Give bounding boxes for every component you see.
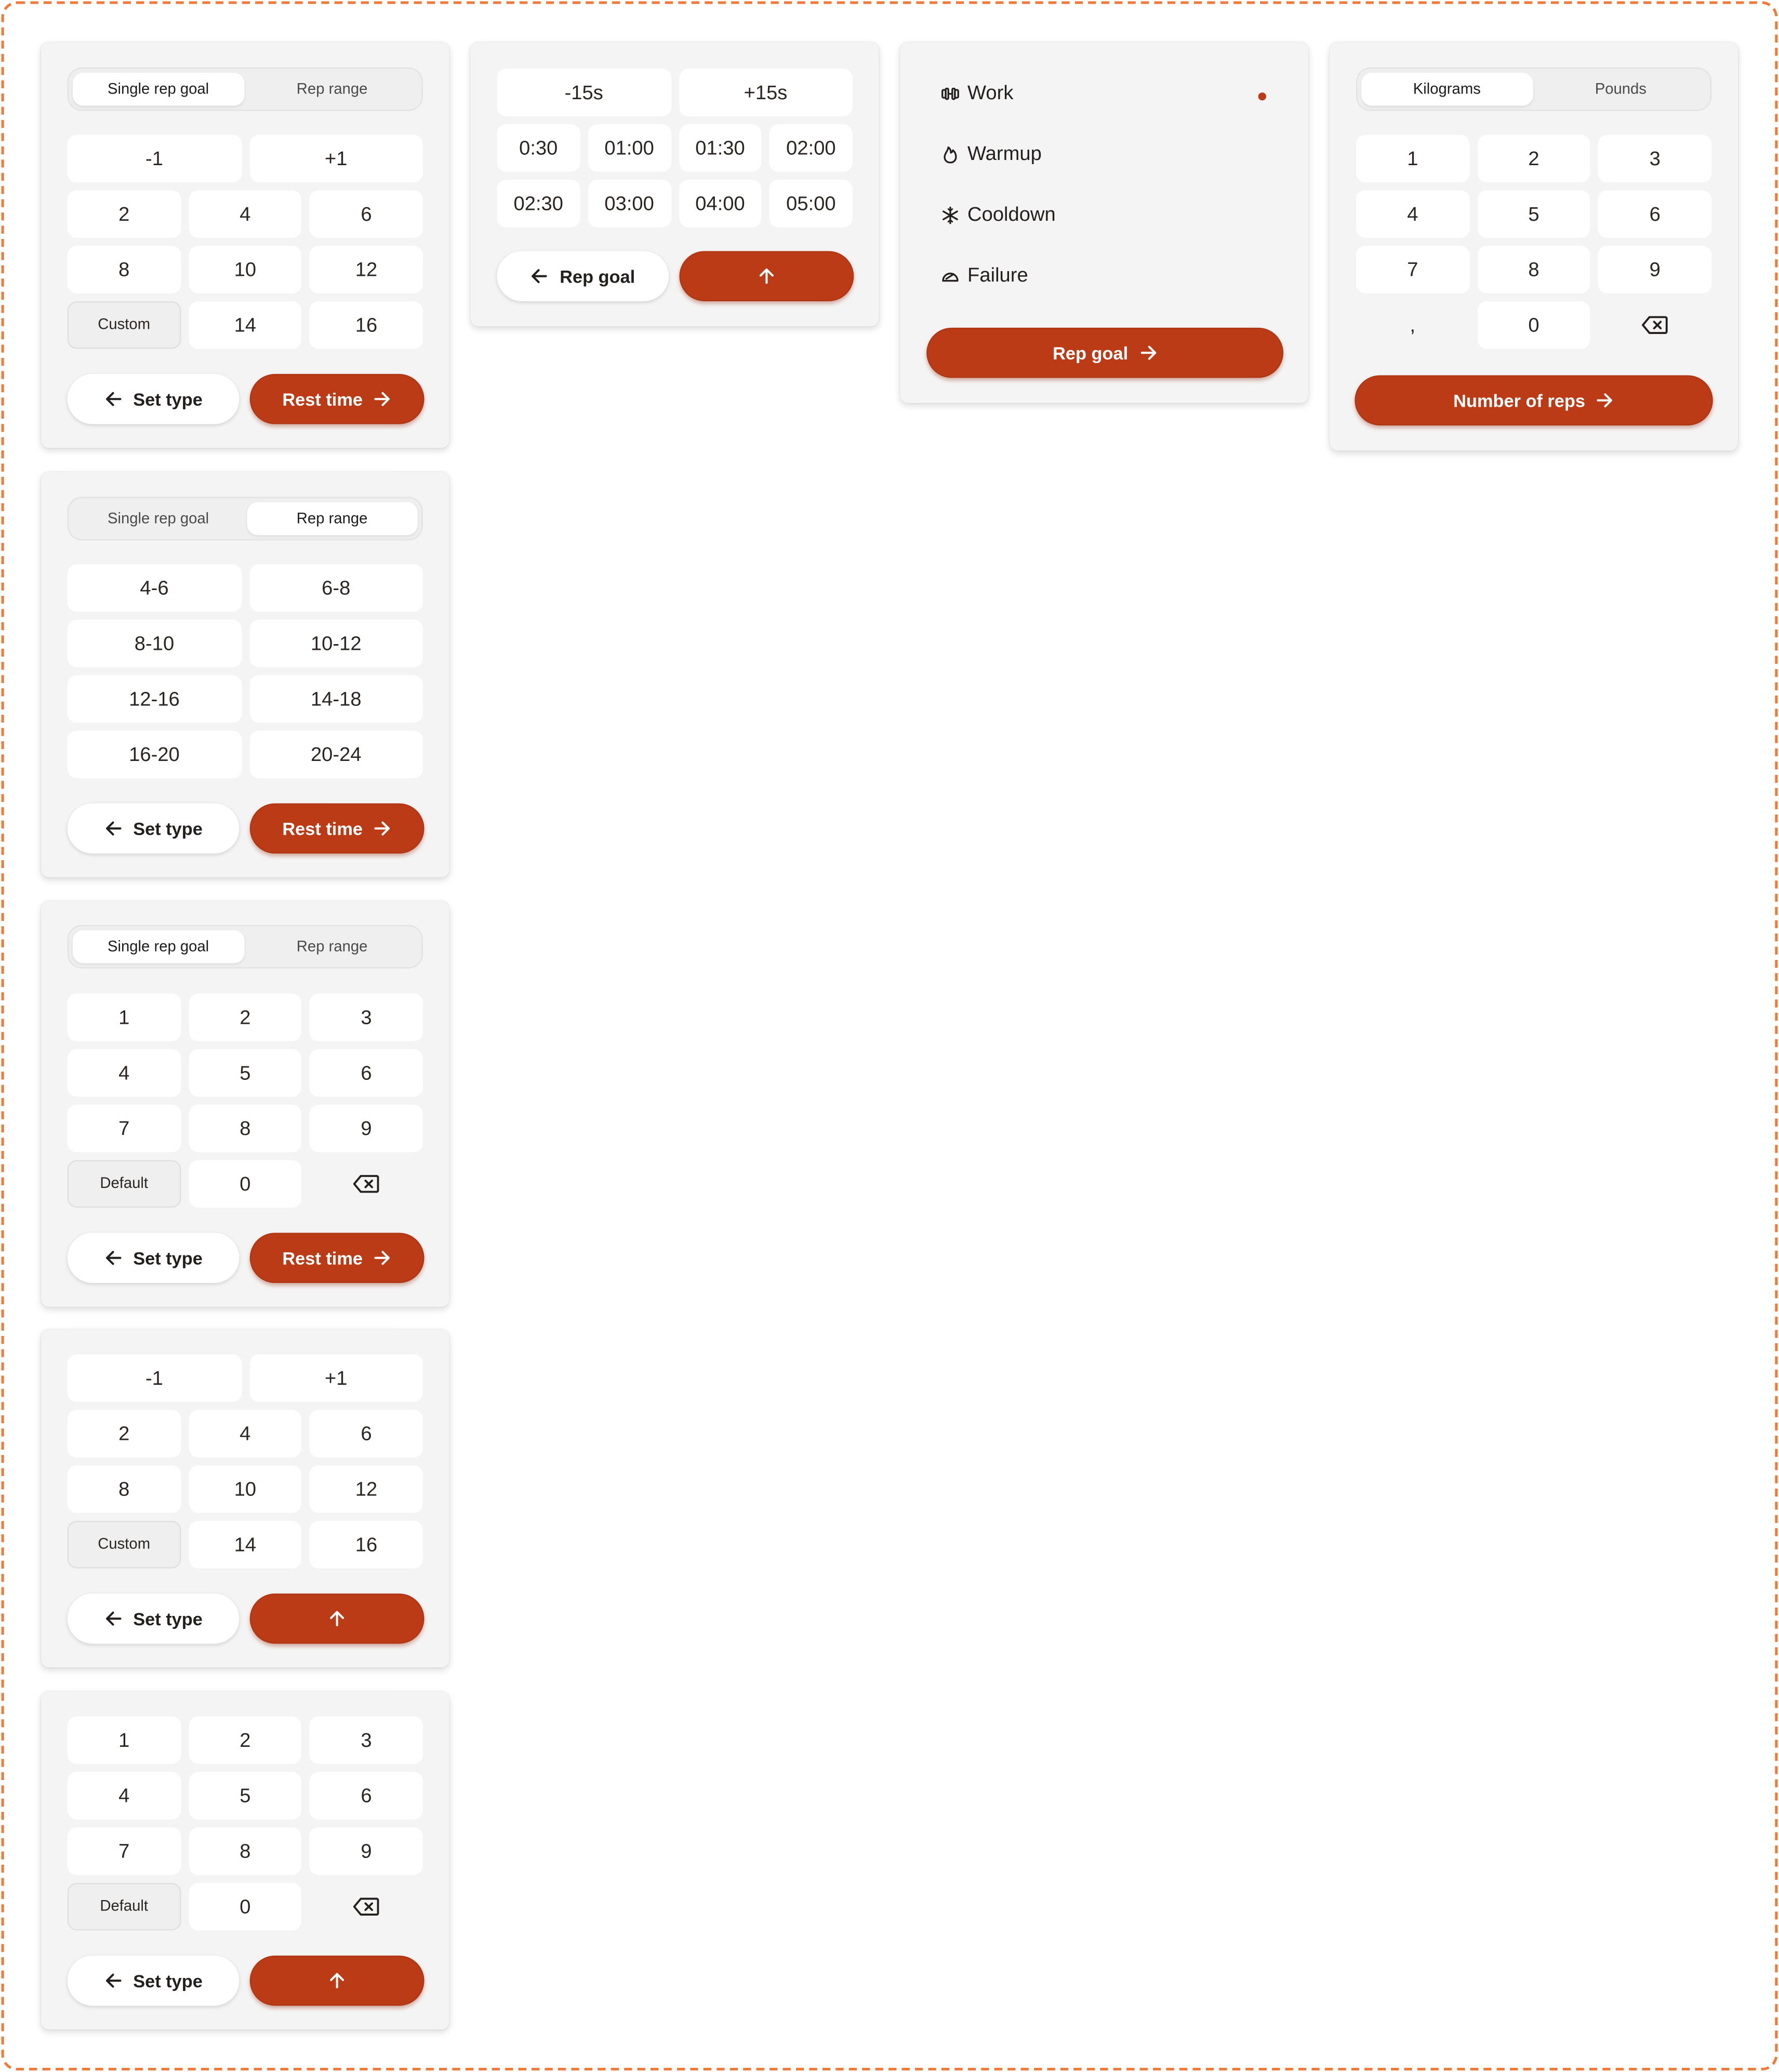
weight-entry-card — [1330, 42, 1738, 450]
rep-range-button[interactable]: 8-10 — [68, 620, 242, 667]
back-to-set-type-button[interactable] — [68, 1233, 240, 1283]
rest-preset-button[interactable]: 03:00 — [588, 180, 671, 228]
set-type-option-cooldown[interactable] — [941, 204, 1056, 226]
back-to-set-type-button[interactable] — [68, 1956, 240, 2006]
arrow-left-icon — [104, 390, 123, 408]
rep-preset-button[interactable]: 6 — [310, 190, 423, 238]
numpad-key[interactable]: 3 — [310, 994, 423, 1041]
rest-preset-button[interactable]: 0:30 — [497, 124, 580, 172]
numpad-key[interactable]: 4 — [68, 1772, 181, 1820]
arrow-up-icon — [328, 1609, 347, 1628]
rep-range-button[interactable]: 12-16 — [68, 675, 242, 723]
rep-preset-button[interactable]: 12 — [310, 1465, 423, 1513]
tab-rep-range[interactable]: Rep range — [246, 502, 417, 536]
rep-range-button[interactable]: 20-24 — [249, 731, 423, 779]
numpad-key[interactable]: 1 — [68, 994, 181, 1041]
tab-single-rep-goal[interactable]: Single rep goal — [108, 511, 209, 527]
increment-reps-button[interactable]: +1 — [249, 135, 423, 182]
arrow-up-icon — [328, 1971, 347, 1990]
arrow-left-icon — [530, 267, 549, 286]
dumbbell-icon — [941, 84, 960, 103]
numpad-key[interactable]: 0 — [189, 1883, 302, 1931]
numpad-key[interactable]: 9 — [1598, 246, 1711, 293]
numpad-key[interactable]: 6 — [310, 1049, 423, 1097]
arrow-left-icon — [104, 819, 123, 838]
numpad-key[interactable]: 9 — [310, 1105, 423, 1153]
arrow-left-icon — [104, 1971, 123, 1990]
back-button-label: Rep goal — [560, 266, 635, 286]
rep-numpad-submit-card — [41, 1691, 449, 2029]
selected-indicator — [1258, 92, 1266, 100]
custom-reps-button[interactable]: Custom — [68, 1521, 181, 1569]
custom-reps-button[interactable]: Custom — [68, 301, 181, 349]
back-button-label: Set type — [133, 1609, 203, 1629]
back-button-label: Set type — [133, 389, 203, 409]
rep-preset-button[interactable]: 16 — [310, 1521, 423, 1569]
numpad-key[interactable]: 5 — [1477, 190, 1590, 238]
arrow-right-icon — [373, 390, 392, 408]
decrease-rest-button[interactable]: -15s — [497, 69, 671, 116]
set-type-label: Failure — [967, 264, 1028, 287]
set-type-option-failure[interactable] — [941, 264, 1028, 287]
rep-preset-button[interactable]: 8 — [68, 1465, 181, 1513]
set-type-label: Cooldown — [967, 203, 1056, 226]
back-to-rep-goal-button[interactable] — [497, 251, 669, 301]
unit-segmented-control — [1356, 68, 1711, 111]
rest-time-next-button[interactable] — [250, 1233, 424, 1283]
backspace-icon — [353, 1174, 380, 1193]
rep-goal-single-card — [41, 42, 449, 448]
numpad-key[interactable]: 8 — [189, 1105, 302, 1153]
rest-preset-button[interactable]: 01:00 — [588, 124, 671, 172]
rep-preset-button[interactable]: 14 — [189, 301, 302, 349]
rep-mode-segmented-control — [68, 68, 423, 111]
next-button-label: Rest time — [282, 1248, 363, 1268]
numpad-key[interactable]: 4 — [1356, 190, 1469, 238]
rest-time-next-button[interactable] — [250, 374, 424, 424]
tab-kilograms[interactable]: Kilograms — [1361, 73, 1532, 106]
decimal-separator-button[interactable]: , — [1410, 314, 1416, 337]
numpad-key[interactable]: 2 — [189, 994, 302, 1041]
gauge-icon — [941, 266, 960, 285]
rest-preset-button[interactable]: 02:00 — [769, 124, 853, 172]
rep-range-button[interactable]: 6-8 — [249, 564, 423, 612]
numpad-key[interactable]: 4 — [68, 1049, 181, 1097]
numpad-key[interactable]: 8 — [189, 1827, 302, 1875]
set-type-option-warmup[interactable] — [941, 143, 1042, 165]
numpad-key[interactable]: 2 — [189, 1716, 302, 1764]
rep-mode-segmented-control — [68, 925, 423, 969]
rep-presets-submit-card — [41, 1329, 449, 1667]
numpad-key[interactable]: 1 — [1356, 135, 1469, 182]
backspace-icon — [1642, 316, 1668, 335]
rep-preset-button[interactable]: 10 — [189, 1465, 302, 1513]
arrow-left-icon — [104, 1609, 123, 1628]
back-to-set-type-button[interactable] — [68, 804, 240, 854]
tab-rep-range[interactable]: Rep range — [296, 81, 368, 97]
arrow-left-icon — [104, 1249, 123, 1267]
submit-button[interactable] — [250, 1594, 424, 1644]
default-button[interactable]: Default — [68, 1883, 181, 1931]
set-type-card — [900, 42, 1308, 403]
rep-goal-numpad-card — [41, 901, 449, 1307]
back-button-label: Set type — [133, 1248, 203, 1268]
back-to-set-type-button[interactable] — [68, 1594, 240, 1644]
rest-preset-button[interactable]: 01:30 — [679, 124, 762, 172]
rep-preset-button[interactable]: 4 — [189, 1410, 302, 1458]
arrow-right-icon — [1596, 391, 1614, 410]
backspace-button[interactable] — [310, 1160, 423, 1208]
back-button-label: Set type — [133, 1971, 203, 1991]
set-type-option-work[interactable] — [941, 82, 1013, 104]
rep-range-button[interactable]: 10-12 — [249, 620, 423, 667]
rest-preset-button[interactable]: 04:00 — [679, 180, 762, 228]
rep-preset-button[interactable]: 16 — [310, 301, 423, 349]
rep-preset-button[interactable]: 2 — [68, 190, 181, 238]
numpad-key[interactable]: 0 — [1477, 301, 1590, 349]
set-type-label: Warmup — [967, 142, 1042, 165]
rep-range-button[interactable]: 16-20 — [68, 731, 242, 779]
tab-pounds[interactable]: Pounds — [1595, 81, 1647, 97]
numpad-key[interactable]: 0 — [189, 1160, 302, 1208]
arrow-right-icon — [373, 1249, 392, 1267]
numpad-key[interactable]: 6 — [1598, 190, 1711, 238]
rest-preset-button[interactable]: 02:30 — [497, 180, 580, 228]
set-type-label: Work — [967, 82, 1014, 104]
rest-time-next-button[interactable] — [250, 804, 424, 854]
tab-single-rep-goal[interactable]: Single rep goal — [73, 73, 244, 106]
numpad-key[interactable]: 7 — [68, 1105, 181, 1153]
rep-preset-button[interactable]: 10 — [189, 246, 302, 293]
rep-preset-button[interactable]: 14 — [189, 1521, 302, 1569]
submit-button[interactable] — [250, 1956, 424, 2006]
numpad-key[interactable]: 7 — [68, 1827, 181, 1875]
tab-single-rep-goal[interactable]: Single rep goal — [73, 930, 244, 964]
next-button-label: Rest time — [282, 389, 363, 409]
numpad-key[interactable]: 6 — [310, 1772, 423, 1820]
arrow-up-icon — [758, 267, 776, 286]
increment-reps-button[interactable]: +1 — [249, 1354, 423, 1402]
next-button-label: Number of reps — [1453, 390, 1586, 410]
decrement-reps-button[interactable]: -1 — [68, 1354, 242, 1402]
numpad-key[interactable]: 5 — [189, 1772, 302, 1820]
backspace-icon — [353, 1897, 380, 1916]
rep-preset-button[interactable]: 2 — [68, 1410, 181, 1458]
rep-range-button[interactable]: 4-6 — [68, 564, 242, 612]
arrow-right-icon — [1138, 343, 1157, 362]
rep-range-button[interactable]: 14-18 — [249, 675, 423, 723]
flame-icon — [941, 145, 960, 164]
rep-mode-segmented-control — [68, 497, 423, 540]
back-button-label: Set type — [133, 818, 203, 839]
rep-preset-button[interactable]: 12 — [310, 246, 423, 293]
rep-preset-button[interactable]: 8 — [68, 246, 181, 293]
rest-preset-button[interactable]: 05:00 — [769, 180, 853, 228]
numpad-key[interactable]: 1 — [68, 1716, 181, 1764]
rep-range-card — [41, 472, 449, 877]
number-of-reps-next-button[interactable] — [1355, 375, 1712, 425]
rep-goal-next-button[interactable] — [926, 328, 1283, 378]
increase-rest-button[interactable]: +15s — [679, 69, 853, 116]
back-to-set-type-button[interactable] — [68, 374, 240, 424]
submit-button[interactable] — [680, 251, 854, 301]
numpad-key[interactable]: 2 — [1477, 135, 1590, 182]
tab-rep-range[interactable]: Rep range — [296, 939, 368, 955]
next-button-label: Rest time — [282, 818, 363, 839]
arrow-right-icon — [373, 819, 392, 838]
rep-preset-button[interactable]: 4 — [189, 190, 302, 238]
numpad-key[interactable]: 3 — [310, 1716, 423, 1764]
default-button[interactable]: Default — [68, 1160, 181, 1208]
backspace-button[interactable] — [1598, 301, 1711, 349]
backspace-button[interactable] — [310, 1883, 423, 1931]
numpad-key[interactable]: 8 — [1477, 246, 1590, 293]
decrement-reps-button[interactable]: -1 — [68, 135, 242, 182]
numpad-key[interactable]: 5 — [189, 1049, 302, 1097]
next-button-label: Rep goal — [1053, 343, 1129, 363]
numpad-key[interactable]: 9 — [310, 1827, 423, 1875]
rep-preset-button[interactable]: 6 — [310, 1410, 423, 1458]
rest-time-card — [471, 42, 879, 326]
numpad-key[interactable]: 3 — [1598, 135, 1711, 182]
snowflake-icon — [941, 206, 960, 224]
numpad-key[interactable]: 7 — [1356, 246, 1469, 293]
